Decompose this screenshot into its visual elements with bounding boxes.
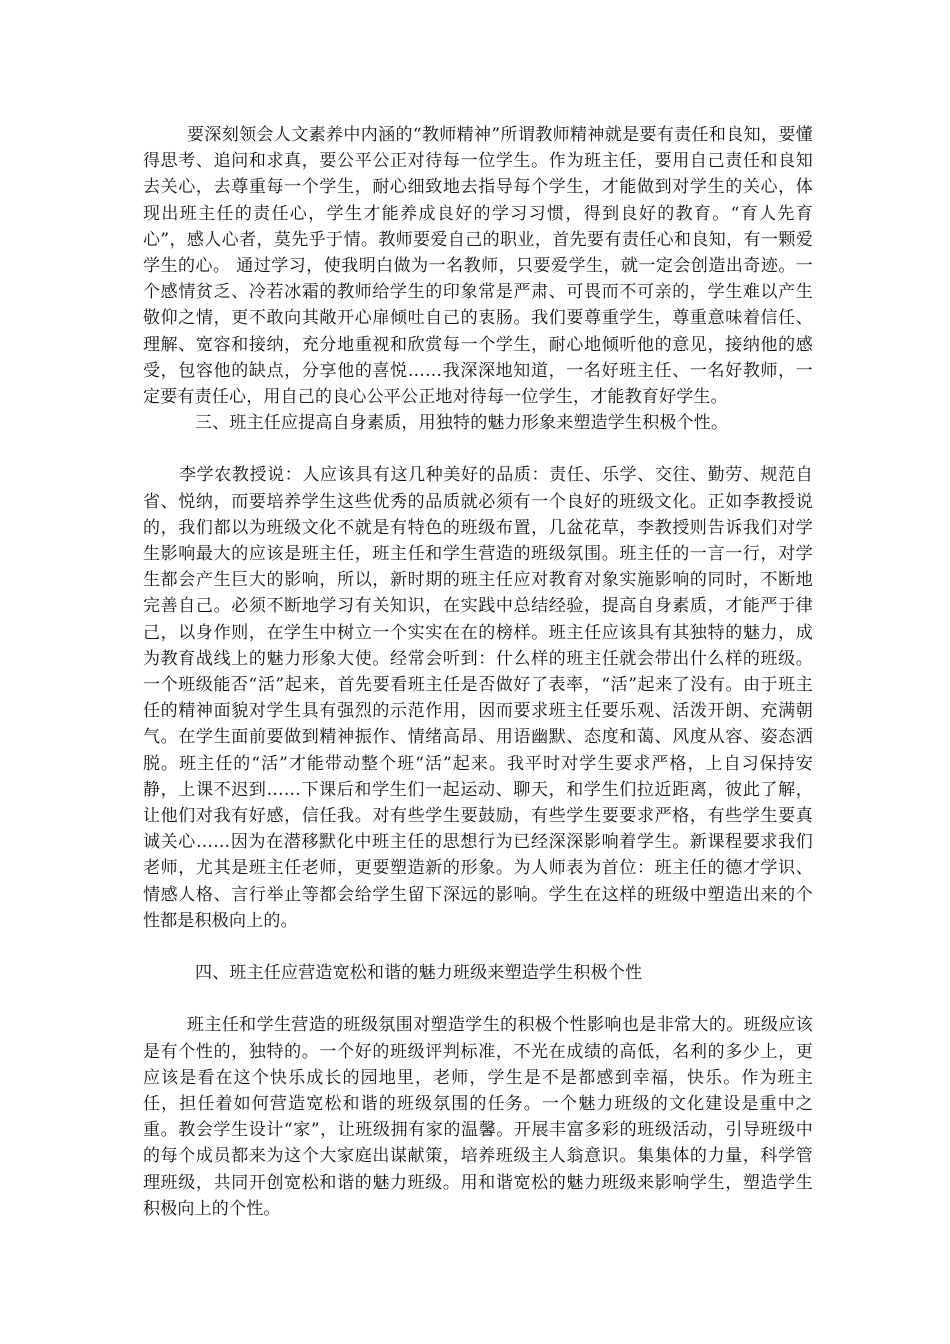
paragraph-gap [143, 986, 813, 1012]
document-page [143, 122, 813, 1222]
section-heading-three: 三、班主任应提高自身素质，用独特的魅力形象来塑造学生积极个性。 [195, 413, 729, 434]
paragraph-gap [143, 934, 813, 960]
paragraph-class-atmosphere: 班主任和学生营造的班级氛围对塑造学生的积极个性影响也是非常大的。班级应该是有个性的，独特的。一个好的班级评判标准，不光在成绩的高低，名利的多少上，更应该是看在这个快乐成长的园地里，老师，学生是不是都感到幸福，快乐。作为班主任，担任着如何营造宽松和谐的班级氛围的任务。一个魅力班级的文化建设是重中之重。教会学生设计“家”，让班级拥有家的温馨。开展丰富多彩的班级活动，引导班级中的每个成员都来为这个大家庭出谋献策，培养班级主人翁意识。集集体的力量，科学管理班级，共同开创宽松和谐的魅力班级。用和谐宽松的魅力班级来影响学生，塑造学生积极向上的个性。 [143, 1015, 813, 1219]
paragraph-teacher-spirit: 要深刻领会人文素养中内涵的“教师精神”所谓教师精神就是要有责任和良知，要懂得思考、追问和求真，要公平公正对待每一位学生。作为班主任，要用自己责任和良知去关心，去尊重每一个学生，耐心细致地去指导每个学生，才能做到对学生的关心，体现出班主任的责任心，学生才能养成良好的学习习惯，得到良好的教育。“育人先育心”，感人心者，莫先乎于情。教师要爱自己的职业，首先要有责任心和良知，有一颗爱学生的心。 通过学习，使我明白做为一名教师，只要爱学生，就一定会创造出奇迹。一个感情贫乏、冷若冰霜的教师给学生的印象常是严肃、可畏而不可亲的，学生难以产生敬仰之情，更不敢向其敞开心扉倾吐自己的衷肠。我们要尊重学生，尊重意味着信任、理解、宽容和接纳，充分地重视和欣赏每一个学生，耐心地倾听他的意见，接纳他的感受，包容他的缺点，分享他的喜悦……我深深地知道，一名好班主任、一名好教师，一定要有责任心，用自己的良心公平公正地对待每一位学生，才能教育好学生。 [143, 125, 813, 408]
paragraph-head-teacher-charm: 李学农教授说：人应该具有这几种美好的品质：责任、乐学、交往、勤劳、规范自省、悦纳，而要培养学生这些优秀的品质就必须有一个良好的班级文化。正如李教授说的，我们都以为班级文化不就是有特色的班级布置，几盆花草，李教授则告诉我们对学生影响最大的应该是班主任，班主任和学生营造的班级氛围。班主任的一言一行，对学生都会产生巨大的影响，所以，新时期的班主任应对教育对象实施影响的同时，不断地完善自己。必须不断地学习有关知识，在实践中总结经验，提高自身素质，才能严于律己，以身作则，在学生中树立一个实实在在的榜样。班主任应该具有其独特的魅力，成为教育战线上的魅力形象大使。经常会听到：什么样的班主任就会带出什么样的班级。一个班级能否“活”起来，首先要看班主任是否做好了表率，“活”起来了没有。由于班主任的精神面貌对学生具有强烈的示范作用，因而要求班主任要乐观、活泼开朗、充满朝气。在学生面前要做到精神振作、情绪高昂、用语幽默、态度和蔼、风度从容、姿态洒脱。班主任的“活”才能带动整个班“活”起来。我平时对学生要求严格，上自习保持安静，上课不迟到……下课后和学生们一起运动、聊天，和学生们拉近距离，彼此了解，让他们对我有好感，信任我。对有些学生要鼓励，有些学生要要求严格，有些学生要真诚关心……因为在潜移默化中班主任的思想行为已经深深影响着学生。新课程要求我们老师，尤其是班主任老师，更要塑造新的形象。为人师表为首位：班主任的德才学识、情感人格、言行举止等都会给学生留下深远的影响。学生在这样的班级中塑造出来的个性都是积极向上的。 [143, 465, 813, 931]
paragraph-gap [143, 436, 813, 462]
section-heading-four: 四、班主任应营造宽松和谐的魅力班级来塑造学生积极个性 [195, 963, 643, 984]
